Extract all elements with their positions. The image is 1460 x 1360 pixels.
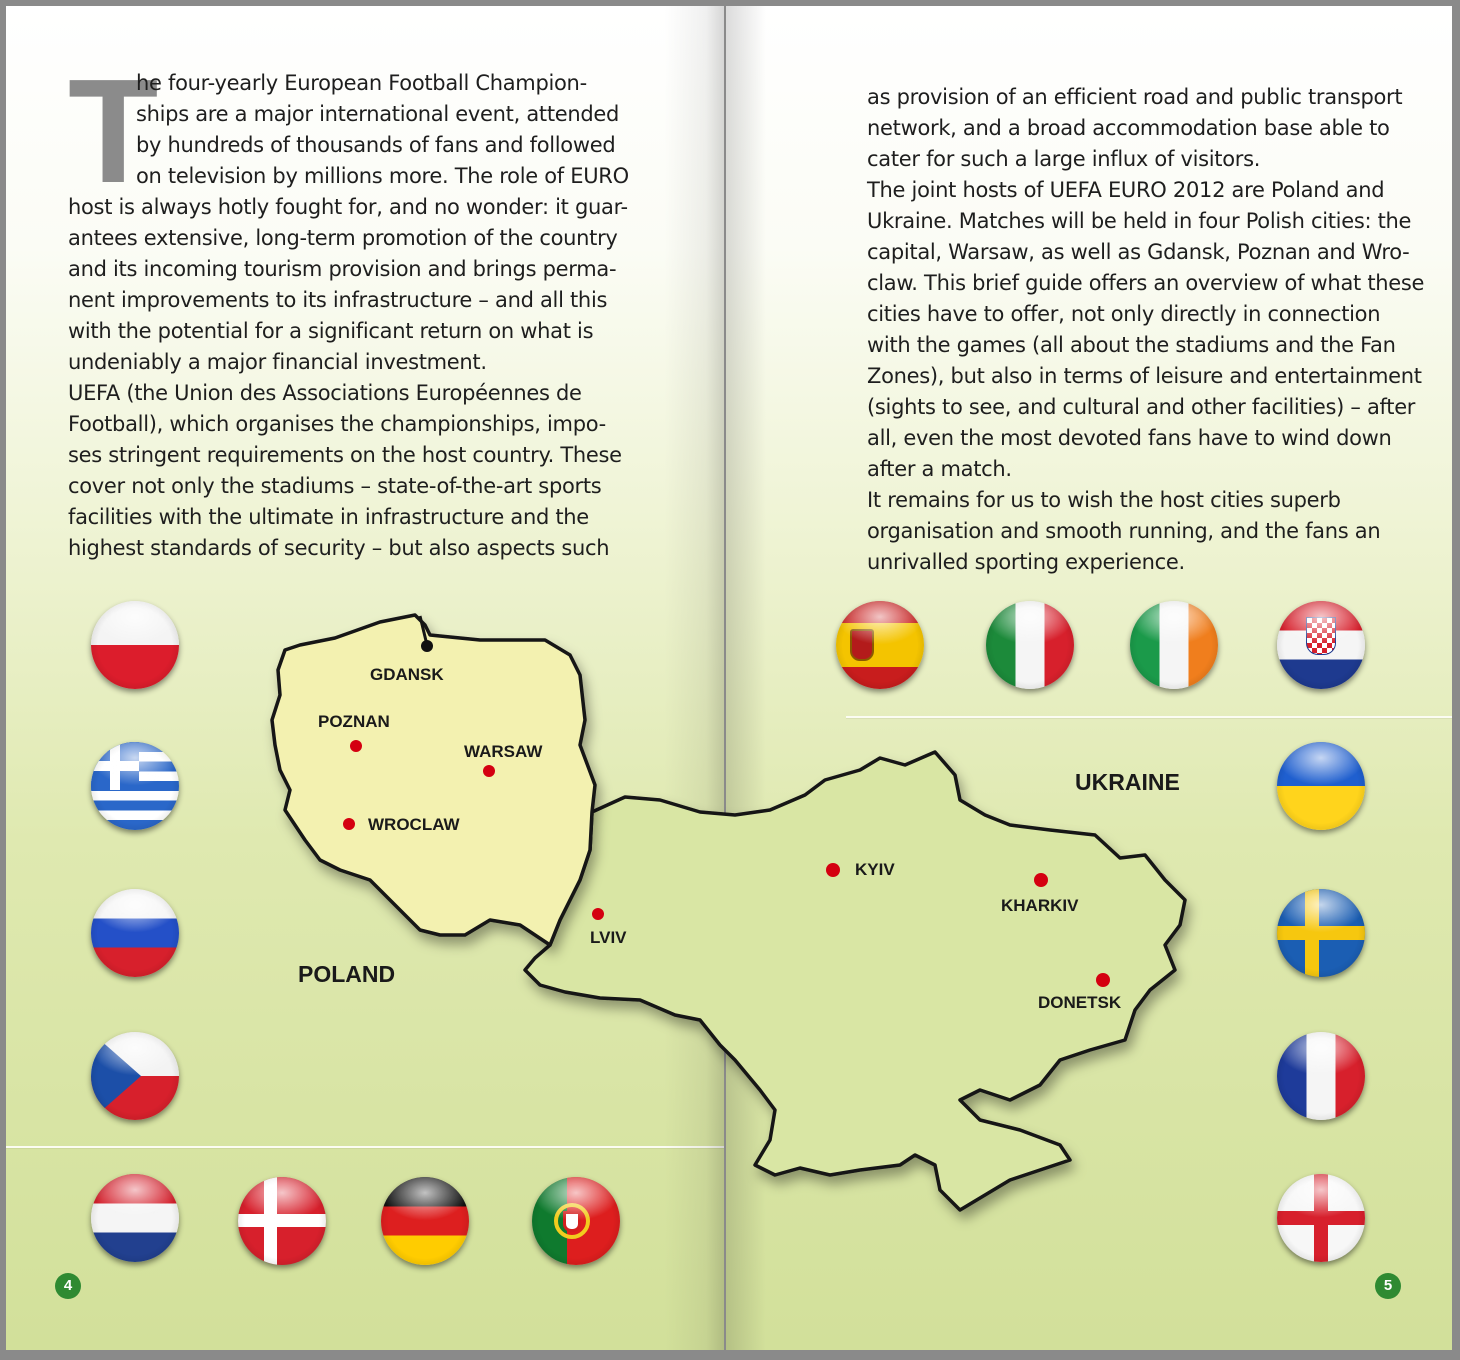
ukraine-flag-strip bbox=[834, 954, 930, 997]
lviv-dot bbox=[592, 908, 604, 920]
poznan-dot bbox=[350, 740, 362, 752]
netherlands-flag bbox=[91, 1174, 179, 1262]
label-wroclaw: WROCLAW bbox=[368, 815, 460, 834]
label-ukraine: UKRAINE bbox=[1075, 769, 1180, 795]
germany-flag bbox=[381, 1177, 469, 1265]
portugal-flag bbox=[532, 1177, 620, 1265]
left-paragraph-head: he four-yearly European Football Champion- ships are a major international event, attended by hundreds of thousands of fans and followed on television by millions more. The role of EURO bbox=[136, 71, 629, 188]
donetsk-dot bbox=[1096, 973, 1110, 987]
portugal-shield-icon bbox=[563, 1211, 581, 1232]
croatia-checkerboard-icon bbox=[1306, 617, 1336, 655]
label-warsaw: WARSAW bbox=[464, 742, 543, 761]
poland-flag bbox=[91, 601, 179, 689]
warsaw-dot bbox=[483, 765, 495, 777]
greece-flag bbox=[91, 742, 179, 830]
italy-flag bbox=[986, 601, 1074, 689]
wroclaw-dot bbox=[343, 818, 355, 830]
spain-coat-of-arms-icon bbox=[850, 629, 874, 661]
gdansk-marker bbox=[421, 640, 433, 652]
greece-canton bbox=[91, 742, 139, 790]
england-flag bbox=[1277, 1174, 1365, 1262]
label-lviv: LVIV bbox=[590, 928, 627, 947]
ireland-flag bbox=[1130, 601, 1218, 689]
label-kharkiv: KHARKIV bbox=[1001, 896, 1079, 915]
label-gdansk: GDANSK bbox=[370, 665, 444, 684]
russia-flag bbox=[91, 889, 179, 977]
spain-flag bbox=[836, 601, 924, 689]
sweden-flag bbox=[1277, 889, 1365, 977]
label-poland: POLAND bbox=[298, 961, 396, 987]
page-number-left: 4 bbox=[55, 1273, 81, 1299]
left-paragraph-body: host is always hotly fought for, and no wonder: it guar- antees extensive, long-term promotion of the country and its incoming tourism provision and brings perma- nent improvements to its infrastructure – and all this with the potential for a significant return on what is undeniably a major financial investment. UEFA (the Union des Associations Européennes de Football), which organises the championships, impo- ses stringent requirements on the host country. These cover not only the stadiums – state-of-the-art sports facilities with the ultimate in infrastructure and the highest standards of security – but also aspects such bbox=[68, 195, 628, 560]
france-flag bbox=[1277, 1032, 1365, 1120]
drop-cap: T bbox=[68, 49, 159, 214]
label-kyiv: KYIV bbox=[855, 860, 895, 879]
czech-republic-flag bbox=[91, 1032, 179, 1120]
right-paragraphs: as provision of an efficient road and public transport network, and a broad accommodation base able to cater for such a large influx of visitors. The joint hosts of UEFA EURO 2012 are Poland and Ukraine. Matches will be held in four Polish cities: the capital, Warsaw, as well as Gdansk, Poznan and Wro- claw. This brief guide offers an overview of what these cities have to offer, not only directly in connection with the games (all about the stadiums and the Fan Zones), but also in terms of leisure and entertainment (sights to see, and cultural and other facilities) – after all, even the most devoted fans have to wind down after a match. It remains for us to wish the host cities superb organisation and smooth running, and the fans an unrivalled sporting experience. bbox=[867, 85, 1425, 574]
kyiv-dot bbox=[826, 863, 840, 877]
label-poznan: POZNAN bbox=[318, 712, 390, 731]
label-donetsk: DONETSK bbox=[1038, 993, 1122, 1012]
denmark-flag bbox=[238, 1177, 326, 1265]
croatia-flag bbox=[1277, 601, 1365, 689]
ukraine-flag bbox=[1277, 742, 1365, 830]
kharkiv-dot bbox=[1034, 873, 1048, 887]
page-number-right: 5 bbox=[1375, 1273, 1401, 1299]
